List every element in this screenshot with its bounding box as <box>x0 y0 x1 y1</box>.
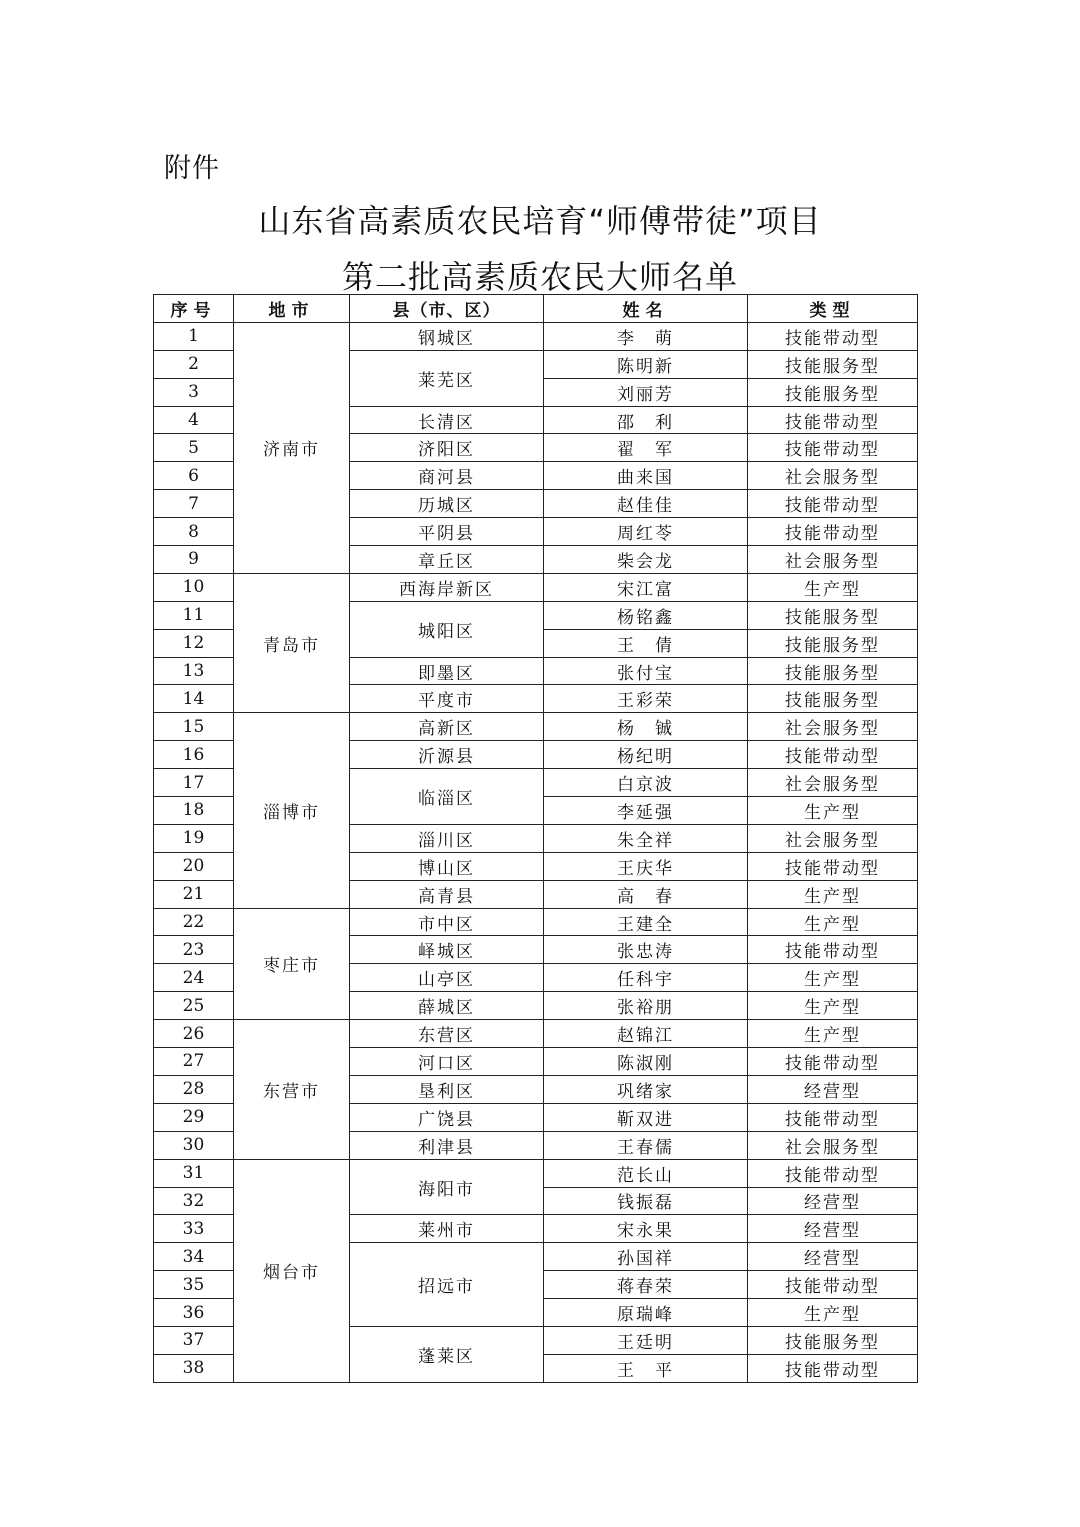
cell-type: 技能带动型 <box>748 1048 918 1076</box>
cell-index: 6 <box>154 462 234 490</box>
cell-index: 14 <box>154 685 234 713</box>
cell-county: 蓬莱区 <box>350 1326 544 1382</box>
cell-name: 王建全 <box>544 908 748 936</box>
cell-name: 王春儒 <box>544 1131 748 1159</box>
cell-type: 技能带动型 <box>748 852 918 880</box>
cell-type: 生产型 <box>748 908 918 936</box>
cell-name: 孙国祥 <box>544 1243 748 1271</box>
cell-index: 17 <box>154 769 234 797</box>
cell-name: 原瑞峰 <box>544 1299 748 1327</box>
cell-name: 曲来国 <box>544 462 748 490</box>
cell-name: 刘丽芳 <box>544 378 748 406</box>
cell-county: 济阳区 <box>350 434 544 462</box>
cell-name: 赵佳佳 <box>544 490 748 518</box>
cell-county: 历城区 <box>350 490 544 518</box>
cell-name: 周红苓 <box>544 518 748 546</box>
cell-type: 技能带动型 <box>748 406 918 434</box>
cell-index: 20 <box>154 852 234 880</box>
cell-index: 26 <box>154 1020 234 1048</box>
cell-type: 生产型 <box>748 1020 918 1048</box>
cell-county: 垦利区 <box>350 1075 544 1103</box>
cell-county: 高新区 <box>350 713 544 741</box>
masters-roster-table <box>153 294 918 1383</box>
cell-county: 西海岸新区 <box>350 573 544 601</box>
cell-name: 宋永果 <box>544 1215 748 1243</box>
header-city: 地市 <box>234 295 350 323</box>
cell-name: 钱振磊 <box>544 1187 748 1215</box>
cell-name: 杨纪明 <box>544 741 748 769</box>
table-header-row <box>154 295 918 323</box>
cell-county: 高青县 <box>350 880 544 908</box>
cell-index: 2 <box>154 350 234 378</box>
cell-name: 张裕朋 <box>544 992 748 1020</box>
cell-county: 商河县 <box>350 462 544 490</box>
cell-index: 37 <box>154 1326 234 1354</box>
cell-index: 19 <box>154 824 234 852</box>
cell-index: 30 <box>154 1131 234 1159</box>
table-row <box>154 713 918 741</box>
cell-type: 社会服务型 <box>748 546 918 574</box>
cell-name: 高 春 <box>544 880 748 908</box>
cell-type: 生产型 <box>748 573 918 601</box>
cell-county: 章丘区 <box>350 546 544 574</box>
cell-index: 25 <box>154 992 234 1020</box>
cell-type: 技能带动型 <box>748 434 918 462</box>
cell-type: 社会服务型 <box>748 769 918 797</box>
cell-type: 技能带动型 <box>748 490 918 518</box>
cell-index: 10 <box>154 573 234 601</box>
cell-index: 22 <box>154 908 234 936</box>
cell-index: 35 <box>154 1271 234 1299</box>
cell-index: 29 <box>154 1103 234 1131</box>
cell-index: 24 <box>154 964 234 992</box>
header-county: 县（市、区） <box>350 295 544 323</box>
cell-type: 技能服务型 <box>748 657 918 685</box>
cell-index: 28 <box>154 1075 234 1103</box>
cell-type: 社会服务型 <box>748 824 918 852</box>
cell-index: 23 <box>154 936 234 964</box>
document-title-line2: 第二批高素质农民大师名单 <box>341 258 738 296</box>
cell-name: 赵锦江 <box>544 1020 748 1048</box>
cell-city: 青岛市 <box>234 573 350 712</box>
cell-index: 4 <box>154 406 234 434</box>
cell-name: 朱全祥 <box>544 824 748 852</box>
cell-index: 1 <box>154 322 234 350</box>
cell-index: 13 <box>154 657 234 685</box>
attachment-label: 附件 <box>164 153 220 184</box>
cell-index: 5 <box>154 434 234 462</box>
cell-type: 经营型 <box>748 1075 918 1103</box>
cell-index: 11 <box>154 601 234 629</box>
cell-name: 白京波 <box>544 769 748 797</box>
cell-index: 36 <box>154 1299 234 1327</box>
cell-type: 社会服务型 <box>748 462 918 490</box>
cell-county: 平阴县 <box>350 518 544 546</box>
cell-index: 38 <box>154 1354 234 1382</box>
cell-name: 王 平 <box>544 1354 748 1382</box>
cell-type: 技能服务型 <box>748 629 918 657</box>
cell-index: 21 <box>154 880 234 908</box>
cell-type: 生产型 <box>748 880 918 908</box>
cell-index: 15 <box>154 713 234 741</box>
cell-type: 生产型 <box>748 797 918 825</box>
cell-name: 宋江富 <box>544 573 748 601</box>
cell-county: 即墨区 <box>350 657 544 685</box>
cell-index: 7 <box>154 490 234 518</box>
cell-type: 经营型 <box>748 1215 918 1243</box>
cell-index: 27 <box>154 1048 234 1076</box>
cell-type: 经营型 <box>748 1243 918 1271</box>
cell-county: 海阳市 <box>350 1159 544 1215</box>
cell-county: 莱州市 <box>350 1215 544 1243</box>
cell-name: 任科宇 <box>544 964 748 992</box>
cell-name: 张付宝 <box>544 657 748 685</box>
table-row <box>154 322 918 350</box>
cell-type: 技能服务型 <box>748 601 918 629</box>
cell-type: 生产型 <box>748 992 918 1020</box>
cell-type: 技能带动型 <box>748 936 918 964</box>
cell-city: 淄博市 <box>234 713 350 908</box>
cell-type: 经营型 <box>748 1187 918 1215</box>
cell-index: 33 <box>154 1215 234 1243</box>
cell-name: 王廷明 <box>544 1326 748 1354</box>
cell-name: 陈淑刚 <box>544 1048 748 1076</box>
cell-county: 利津县 <box>350 1131 544 1159</box>
header-name: 姓名 <box>544 295 748 323</box>
cell-county: 平度市 <box>350 685 544 713</box>
cell-county: 城阳区 <box>350 601 544 657</box>
cell-type: 技能服务型 <box>748 378 918 406</box>
cell-name: 范长山 <box>544 1159 748 1187</box>
cell-type: 技能带动型 <box>748 1354 918 1382</box>
cell-name: 靳双进 <box>544 1103 748 1131</box>
table-row <box>154 573 918 601</box>
cell-county: 山亭区 <box>350 964 544 992</box>
cell-county: 淄川区 <box>350 824 544 852</box>
document-title-line1: 山东省高素质农民培育“师傅带徒”项目 <box>258 202 822 240</box>
cell-county: 博山区 <box>350 852 544 880</box>
cell-city: 济南市 <box>234 322 350 573</box>
cell-type: 技能带动型 <box>748 741 918 769</box>
cell-type: 技能带动型 <box>748 1271 918 1299</box>
header-type: 类型 <box>748 295 918 323</box>
cell-county: 峄城区 <box>350 936 544 964</box>
cell-name: 杨铭鑫 <box>544 601 748 629</box>
cell-city: 枣庄市 <box>234 908 350 1020</box>
cell-name: 陈明新 <box>544 350 748 378</box>
table-row <box>154 908 918 936</box>
cell-type: 技能带动型 <box>748 1159 918 1187</box>
cell-type: 技能服务型 <box>748 685 918 713</box>
cell-city: 东营市 <box>234 1020 350 1159</box>
cell-name: 翟 军 <box>544 434 748 462</box>
cell-index: 34 <box>154 1243 234 1271</box>
cell-city: 烟台市 <box>234 1159 350 1382</box>
cell-index: 9 <box>154 546 234 574</box>
cell-index: 18 <box>154 797 234 825</box>
cell-index: 31 <box>154 1159 234 1187</box>
cell-name: 张忠涛 <box>544 936 748 964</box>
cell-county: 市中区 <box>350 908 544 936</box>
cell-county: 广饶县 <box>350 1103 544 1131</box>
table-row <box>154 1159 918 1187</box>
cell-county: 河口区 <box>350 1048 544 1076</box>
cell-county: 钢城区 <box>350 322 544 350</box>
cell-name: 李 萌 <box>544 322 748 350</box>
cell-county: 沂源县 <box>350 741 544 769</box>
cell-name: 杨 铖 <box>544 713 748 741</box>
cell-index: 16 <box>154 741 234 769</box>
cell-index: 8 <box>154 518 234 546</box>
cell-name: 柴会龙 <box>544 546 748 574</box>
cell-name: 王彩荣 <box>544 685 748 713</box>
cell-name: 王 倩 <box>544 629 748 657</box>
cell-name: 王庆华 <box>544 852 748 880</box>
cell-county: 长清区 <box>350 406 544 434</box>
cell-county: 薛城区 <box>350 992 544 1020</box>
cell-index: 32 <box>154 1187 234 1215</box>
cell-type: 社会服务型 <box>748 1131 918 1159</box>
cell-name: 邵 利 <box>544 406 748 434</box>
cell-index: 12 <box>154 629 234 657</box>
cell-type: 技能带动型 <box>748 518 918 546</box>
cell-type: 技能带动型 <box>748 322 918 350</box>
cell-county: 东营区 <box>350 1020 544 1048</box>
cell-name: 巩绪家 <box>544 1075 748 1103</box>
cell-name: 李延强 <box>544 797 748 825</box>
cell-type: 技能带动型 <box>748 1103 918 1131</box>
cell-type: 技能服务型 <box>748 1326 918 1354</box>
cell-county: 招远市 <box>350 1243 544 1327</box>
header-index: 序号 <box>154 295 234 323</box>
cell-index: 3 <box>154 378 234 406</box>
cell-type: 生产型 <box>748 1299 918 1327</box>
cell-county: 莱芜区 <box>350 350 544 406</box>
cell-name: 蒋春荣 <box>544 1271 748 1299</box>
cell-type: 社会服务型 <box>748 713 918 741</box>
cell-type: 技能服务型 <box>748 350 918 378</box>
cell-county: 临淄区 <box>350 769 544 825</box>
cell-type: 生产型 <box>748 964 918 992</box>
table-row <box>154 1020 918 1048</box>
